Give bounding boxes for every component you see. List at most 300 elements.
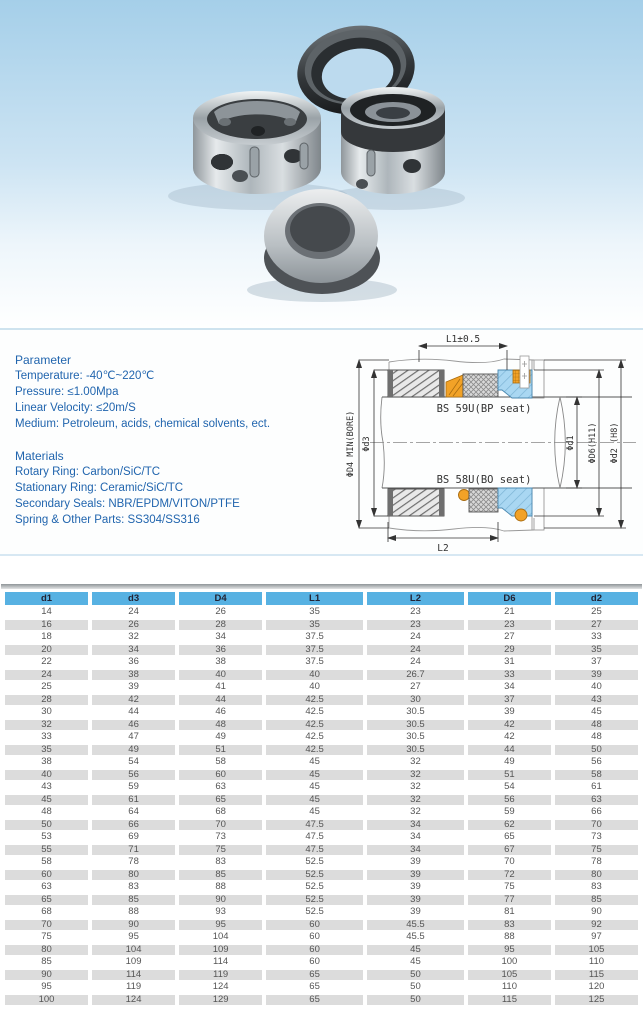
table-cell: 32 bbox=[92, 632, 175, 643]
seal-ceramic-seat bbox=[264, 189, 380, 294]
table-cell: 56 bbox=[92, 770, 175, 781]
table-cell: 34 bbox=[179, 632, 262, 643]
table-cell: 65 bbox=[468, 832, 551, 843]
table-cell: 43 bbox=[555, 695, 638, 706]
table-cell: 34 bbox=[367, 845, 464, 856]
table-cell: 58 bbox=[5, 857, 88, 868]
table-cell: 104 bbox=[92, 945, 175, 956]
table-cell: 95 bbox=[92, 932, 175, 943]
table-cell: 70 bbox=[5, 920, 88, 931]
table-cell: 34 bbox=[367, 820, 464, 831]
table-cell: 39 bbox=[92, 682, 175, 693]
table-cell: 23 bbox=[367, 620, 464, 631]
table-cell: 65 bbox=[266, 970, 363, 981]
table-header-row bbox=[5, 592, 638, 605]
table-cell: 75 bbox=[468, 882, 551, 893]
table-cell: 38 bbox=[179, 657, 262, 668]
table-cell: 47.5 bbox=[266, 832, 363, 843]
table-cell: 28 bbox=[179, 620, 262, 631]
table-cell: 63 bbox=[179, 782, 262, 793]
table-cell: 71 bbox=[92, 845, 175, 856]
table-cell: 75 bbox=[555, 845, 638, 856]
table-body bbox=[5, 607, 638, 1005]
table-cell: 105 bbox=[468, 970, 551, 981]
table-cell: 32 bbox=[367, 807, 464, 818]
table-cell: 48 bbox=[179, 720, 262, 731]
table-cell: 48 bbox=[555, 720, 638, 731]
table-cell: 115 bbox=[468, 995, 551, 1006]
table-cell: 58 bbox=[179, 757, 262, 768]
materials-block bbox=[15, 448, 335, 528]
table-cell: 60 bbox=[266, 920, 363, 931]
dim-label-d4: ΦD4 MIN(BORE) bbox=[346, 410, 356, 478]
table-cell: 52.5 bbox=[266, 895, 363, 906]
table-cell: 33 bbox=[5, 732, 88, 743]
table-cell: 83 bbox=[179, 857, 262, 868]
table-cell: 42 bbox=[468, 732, 551, 743]
table-cell: 85 bbox=[5, 957, 88, 968]
column-header-d1: d1 bbox=[5, 592, 88, 605]
spec-text-column bbox=[0, 330, 335, 554]
table-row bbox=[5, 670, 638, 681]
table-row bbox=[5, 757, 638, 768]
table-cell: 66 bbox=[92, 820, 175, 831]
table-cell: 35 bbox=[266, 607, 363, 618]
table-cell: 36 bbox=[179, 645, 262, 656]
table-row bbox=[5, 932, 638, 943]
table-cell: 72 bbox=[468, 870, 551, 881]
parameter-velocity: Linear Velocity: ≤20m/S bbox=[15, 402, 136, 414]
dim-label-d2: Φd2 (H8) bbox=[610, 422, 620, 464]
table-row bbox=[5, 870, 638, 881]
table-cell: 49 bbox=[179, 732, 262, 743]
table-cell: 97 bbox=[555, 932, 638, 943]
table-cell: 47.5 bbox=[266, 820, 363, 831]
table-cell: 78 bbox=[555, 857, 638, 868]
table-cell: 63 bbox=[555, 795, 638, 806]
table-cell: 50 bbox=[367, 970, 464, 981]
dim-label-d3: Φd3 bbox=[362, 436, 372, 452]
table-cell: 80 bbox=[5, 945, 88, 956]
table-cell: 39 bbox=[367, 857, 464, 868]
table-cell: 32 bbox=[367, 757, 464, 768]
column-header-D6: D6 bbox=[468, 592, 551, 605]
table-cell: 45 bbox=[5, 795, 88, 806]
table-cell: 80 bbox=[92, 870, 175, 881]
table-cell: 92 bbox=[555, 920, 638, 931]
table-cell: 55 bbox=[5, 845, 88, 856]
table-cell: 43 bbox=[5, 782, 88, 793]
table-row bbox=[5, 982, 638, 993]
table-cell: 45 bbox=[266, 757, 363, 768]
table-cell: 22 bbox=[5, 657, 88, 668]
table-cell: 52.5 bbox=[266, 907, 363, 918]
table-cell: 30.5 bbox=[367, 745, 464, 756]
table-cell: 38 bbox=[92, 670, 175, 681]
table-cell: 24 bbox=[92, 607, 175, 618]
table-row bbox=[5, 607, 638, 618]
set-screw bbox=[520, 356, 529, 388]
table-cell: 83 bbox=[468, 920, 551, 931]
table-cell: 105 bbox=[555, 945, 638, 956]
table-cell: 69 bbox=[92, 832, 175, 843]
table-cell: 36 bbox=[92, 657, 175, 668]
table-cell: 114 bbox=[92, 970, 175, 981]
table-cell: 38 bbox=[5, 757, 88, 768]
table-cell: 37.5 bbox=[266, 632, 363, 643]
table-cell: 70 bbox=[555, 820, 638, 831]
table-cell: 16 bbox=[5, 620, 88, 631]
table-cell: 65 bbox=[5, 895, 88, 906]
table-cell: 64 bbox=[92, 807, 175, 818]
table-cell: 52.5 bbox=[266, 882, 363, 893]
upper-seal-assembly bbox=[388, 356, 532, 398]
table-cell: 23 bbox=[367, 607, 464, 618]
table-cell: 49 bbox=[92, 745, 175, 756]
table-cell: 124 bbox=[179, 982, 262, 993]
table-cell: 58 bbox=[555, 770, 638, 781]
table-row bbox=[5, 770, 638, 781]
dimension-table bbox=[1, 590, 642, 1007]
table-cell: 37.5 bbox=[266, 645, 363, 656]
table-cell: 24 bbox=[5, 670, 88, 681]
table-cell: 42.5 bbox=[266, 720, 363, 731]
table-cell: 88 bbox=[92, 907, 175, 918]
column-header-L1: L1 bbox=[266, 592, 363, 605]
table-cell: 50 bbox=[5, 820, 88, 831]
table-cell: 42 bbox=[92, 695, 175, 706]
table-cell: 34 bbox=[92, 645, 175, 656]
table-cell: 53 bbox=[5, 832, 88, 843]
dim-label-l1: L1±0.5 bbox=[445, 334, 481, 345]
table-cell: 45 bbox=[266, 770, 363, 781]
column-header-d2: d2 bbox=[555, 592, 638, 605]
table-row bbox=[5, 957, 638, 968]
table-cell: 60 bbox=[5, 870, 88, 881]
table-cell: 77 bbox=[468, 895, 551, 906]
table-cell: 48 bbox=[5, 807, 88, 818]
label-bs59u: BS 59U(BP seat) bbox=[436, 403, 532, 415]
table-cell: 39 bbox=[367, 870, 464, 881]
table-cell: 54 bbox=[92, 757, 175, 768]
table-row bbox=[5, 807, 638, 818]
table-row bbox=[5, 920, 638, 931]
table-cell: 54 bbox=[468, 782, 551, 793]
table-cell: 30.5 bbox=[367, 720, 464, 731]
table-cell: 46 bbox=[179, 707, 262, 718]
table-cell: 45.5 bbox=[367, 932, 464, 943]
table-cell: 85 bbox=[179, 870, 262, 881]
table-cell: 109 bbox=[179, 945, 262, 956]
table-cell: 70 bbox=[468, 857, 551, 868]
table-cell: 120 bbox=[555, 982, 638, 993]
table-row bbox=[5, 882, 638, 893]
table-cell: 90 bbox=[5, 970, 88, 981]
parameter-medium: Medium: Petroleum, acids, chemical solvents, ect. bbox=[15, 418, 271, 430]
table-cell: 56 bbox=[468, 795, 551, 806]
table-row bbox=[5, 857, 638, 868]
seal-small bbox=[341, 87, 445, 194]
table-cell: 93 bbox=[179, 907, 262, 918]
table-cell: 42 bbox=[468, 720, 551, 731]
table-cell: 115 bbox=[555, 970, 638, 981]
stationary-seat-lower bbox=[498, 488, 532, 516]
table-cell: 73 bbox=[555, 832, 638, 843]
table-cell: 59 bbox=[92, 782, 175, 793]
table-cell: 88 bbox=[179, 882, 262, 893]
table-cell: 24 bbox=[367, 632, 464, 643]
table-cell: 28 bbox=[5, 695, 88, 706]
table-cell: 45.5 bbox=[367, 920, 464, 931]
table-cell: 83 bbox=[555, 882, 638, 893]
table-cell: 81 bbox=[468, 907, 551, 918]
table-cell: 34 bbox=[367, 832, 464, 843]
table-cell: 41 bbox=[179, 682, 262, 693]
table-cell: 33 bbox=[555, 632, 638, 643]
table-top-bar bbox=[1, 584, 642, 589]
table-row bbox=[5, 995, 638, 1006]
seal-large bbox=[193, 91, 321, 194]
table-cell: 34 bbox=[468, 682, 551, 693]
table-cell: 39 bbox=[367, 907, 464, 918]
table-cell: 80 bbox=[555, 870, 638, 881]
column-header-L2: L2 bbox=[367, 592, 464, 605]
table-cell: 42.5 bbox=[266, 695, 363, 706]
table-cell: 124 bbox=[92, 995, 175, 1006]
table-cell: 40 bbox=[555, 682, 638, 693]
table-cell: 63 bbox=[5, 882, 88, 893]
table-cell: 95 bbox=[5, 982, 88, 993]
table-cell: 66 bbox=[555, 807, 638, 818]
table-cell: 42.5 bbox=[266, 745, 363, 756]
table-cell: 37 bbox=[555, 657, 638, 668]
table-row bbox=[5, 970, 638, 981]
table-row bbox=[5, 907, 638, 918]
table-cell: 90 bbox=[179, 895, 262, 906]
table-cell: 32 bbox=[367, 795, 464, 806]
table-row bbox=[5, 795, 638, 806]
label-bs58u: BS 58U(BO seat) bbox=[436, 474, 532, 486]
table-cell: 52.5 bbox=[266, 857, 363, 868]
table-cell: 45 bbox=[555, 707, 638, 718]
table-cell: 37 bbox=[468, 695, 551, 706]
table-row bbox=[5, 682, 638, 693]
table-cell: 85 bbox=[555, 895, 638, 906]
table-cell: 49 bbox=[468, 757, 551, 768]
table-cell: 40 bbox=[266, 670, 363, 681]
table-cell: 48 bbox=[555, 732, 638, 743]
table-row bbox=[5, 832, 638, 843]
table-row bbox=[5, 732, 638, 743]
table-cell: 73 bbox=[179, 832, 262, 843]
table-cell: 60 bbox=[266, 945, 363, 956]
table-cell: 75 bbox=[179, 845, 262, 856]
table-cell: 20 bbox=[5, 645, 88, 656]
table-cell: 46 bbox=[92, 720, 175, 731]
table-cell: 68 bbox=[179, 807, 262, 818]
parameter-temperature: Temperature: -40℃~220℃ bbox=[15, 370, 155, 382]
table-cell: 90 bbox=[92, 920, 175, 931]
table-cell: 114 bbox=[179, 957, 262, 968]
table-cell: 95 bbox=[179, 920, 262, 931]
spec-section bbox=[0, 328, 643, 556]
table-cell: 65 bbox=[266, 995, 363, 1006]
materials-spring-parts: Spring & Other Parts: SS304/SS316 bbox=[15, 514, 200, 526]
table-cell: 27 bbox=[367, 682, 464, 693]
table-row bbox=[5, 707, 638, 718]
table-row bbox=[5, 945, 638, 956]
table-cell: 110 bbox=[468, 982, 551, 993]
table-row bbox=[5, 645, 638, 656]
table-cell: 14 bbox=[5, 607, 88, 618]
table-cell: 45 bbox=[266, 807, 363, 818]
dim-label-d6: ΦD6(H11) bbox=[588, 422, 598, 464]
table-cell: 60 bbox=[266, 957, 363, 968]
table-cell: 45 bbox=[266, 795, 363, 806]
table-cell: 35 bbox=[555, 645, 638, 656]
table-row bbox=[5, 720, 638, 731]
table-cell: 26 bbox=[92, 620, 175, 631]
table-cell: 39 bbox=[367, 895, 464, 906]
table-cell: 26.7 bbox=[367, 670, 464, 681]
table-cell: 45 bbox=[367, 957, 464, 968]
spring-section bbox=[388, 370, 444, 397]
table-cell: 51 bbox=[179, 745, 262, 756]
seal-cross-section-drawing bbox=[335, 332, 643, 558]
table-row bbox=[5, 620, 638, 631]
table-cell: 32 bbox=[5, 720, 88, 731]
table-cell: 60 bbox=[179, 770, 262, 781]
table-cell: 31 bbox=[468, 657, 551, 668]
table-cell: 25 bbox=[5, 682, 88, 693]
table-cell: 56 bbox=[555, 757, 638, 768]
table-cell: 18 bbox=[5, 632, 88, 643]
table-cell: 40 bbox=[5, 770, 88, 781]
table-cell: 32 bbox=[367, 782, 464, 793]
table-cell: 104 bbox=[179, 932, 262, 943]
section-gap bbox=[0, 556, 643, 584]
parameter-block bbox=[15, 352, 335, 432]
table-cell: 25 bbox=[555, 607, 638, 618]
table-cell: 68 bbox=[5, 907, 88, 918]
table-cell: 61 bbox=[92, 795, 175, 806]
table-cell: 39 bbox=[367, 882, 464, 893]
table-cell: 24 bbox=[367, 657, 464, 668]
table-cell: 125 bbox=[555, 995, 638, 1006]
table-row bbox=[5, 632, 638, 643]
table-cell: 62 bbox=[468, 820, 551, 831]
table-cell: 37.5 bbox=[266, 657, 363, 668]
materials-rotary-ring: Rotary Ring: Carbon/SiC/TC bbox=[15, 466, 161, 478]
table-row bbox=[5, 782, 638, 793]
lower-seal-assembly bbox=[388, 488, 532, 521]
table-cell: 129 bbox=[179, 995, 262, 1006]
table-cell: 39 bbox=[555, 670, 638, 681]
table-cell: 35 bbox=[5, 745, 88, 756]
table-cell: 30.5 bbox=[367, 732, 464, 743]
table-cell: 61 bbox=[555, 782, 638, 793]
rotary-ring-lower bbox=[469, 489, 498, 512]
dim-label-d1: Φd1 bbox=[566, 435, 576, 451]
table-cell: 44 bbox=[179, 695, 262, 706]
table-cell: 42.5 bbox=[266, 707, 363, 718]
table-cell: 35 bbox=[266, 620, 363, 631]
table-cell: 21 bbox=[468, 607, 551, 618]
parameter-pressure: Pressure: ≤1.00Mpa bbox=[15, 386, 119, 398]
table-cell: 47.5 bbox=[266, 845, 363, 856]
table-cell: 90 bbox=[555, 907, 638, 918]
table-cell: 32 bbox=[367, 770, 464, 781]
dimension-table-section bbox=[0, 584, 643, 1007]
product-photo bbox=[0, 0, 643, 328]
table-cell: 26 bbox=[179, 607, 262, 618]
table-row bbox=[5, 657, 638, 668]
table-cell: 65 bbox=[179, 795, 262, 806]
table-cell: 47 bbox=[92, 732, 175, 743]
table-cell: 45 bbox=[367, 945, 464, 956]
table-cell: 24 bbox=[367, 645, 464, 656]
o-ring-lower bbox=[515, 509, 527, 521]
spring-section-lower bbox=[388, 489, 444, 516]
column-header-d3: d3 bbox=[92, 592, 175, 605]
table-cell: 109 bbox=[92, 957, 175, 968]
table-cell: 30.5 bbox=[367, 707, 464, 718]
table-cell: 83 bbox=[92, 882, 175, 893]
table-cell: 65 bbox=[266, 982, 363, 993]
table-cell: 50 bbox=[367, 982, 464, 993]
table-cell: 100 bbox=[468, 957, 551, 968]
table-cell: 39 bbox=[468, 707, 551, 718]
table-row bbox=[5, 820, 638, 831]
technical-drawing-column bbox=[335, 330, 643, 554]
table-row bbox=[5, 845, 638, 856]
table-cell: 119 bbox=[179, 970, 262, 981]
table-cell: 78 bbox=[92, 857, 175, 868]
table-cell: 27 bbox=[468, 632, 551, 643]
table-cell: 50 bbox=[367, 995, 464, 1006]
table-cell: 50 bbox=[555, 745, 638, 756]
table-cell: 29 bbox=[468, 645, 551, 656]
table-row bbox=[5, 895, 638, 906]
table-cell: 44 bbox=[92, 707, 175, 718]
table-cell: 40 bbox=[266, 682, 363, 693]
rotary-ring bbox=[463, 374, 498, 397]
column-header-D4: D4 bbox=[179, 592, 262, 605]
table-cell: 119 bbox=[92, 982, 175, 993]
table-cell: 33 bbox=[468, 670, 551, 681]
o-ring-upper bbox=[459, 490, 470, 501]
table-cell: 70 bbox=[179, 820, 262, 831]
table-cell: 23 bbox=[468, 620, 551, 631]
table-cell: 67 bbox=[468, 845, 551, 856]
dim-label-l2: L2 bbox=[437, 543, 449, 554]
table-cell: 44 bbox=[468, 745, 551, 756]
table-cell: 30 bbox=[5, 707, 88, 718]
table-cell: 45 bbox=[266, 782, 363, 793]
table-cell: 88 bbox=[468, 932, 551, 943]
table-cell: 40 bbox=[179, 670, 262, 681]
table-cell: 42.5 bbox=[266, 732, 363, 743]
materials-secondary-seals: Secondary Seals: NBR/EPDM/VITON/PTFE bbox=[15, 498, 240, 510]
table-cell: 100 bbox=[5, 995, 88, 1006]
table-cell: 30 bbox=[367, 695, 464, 706]
table-cell: 60 bbox=[266, 932, 363, 943]
table-row bbox=[5, 745, 638, 756]
product-photo-section bbox=[0, 0, 643, 328]
table-row bbox=[5, 695, 638, 706]
table-cell: 59 bbox=[468, 807, 551, 818]
materials-heading: Materials bbox=[15, 449, 64, 463]
